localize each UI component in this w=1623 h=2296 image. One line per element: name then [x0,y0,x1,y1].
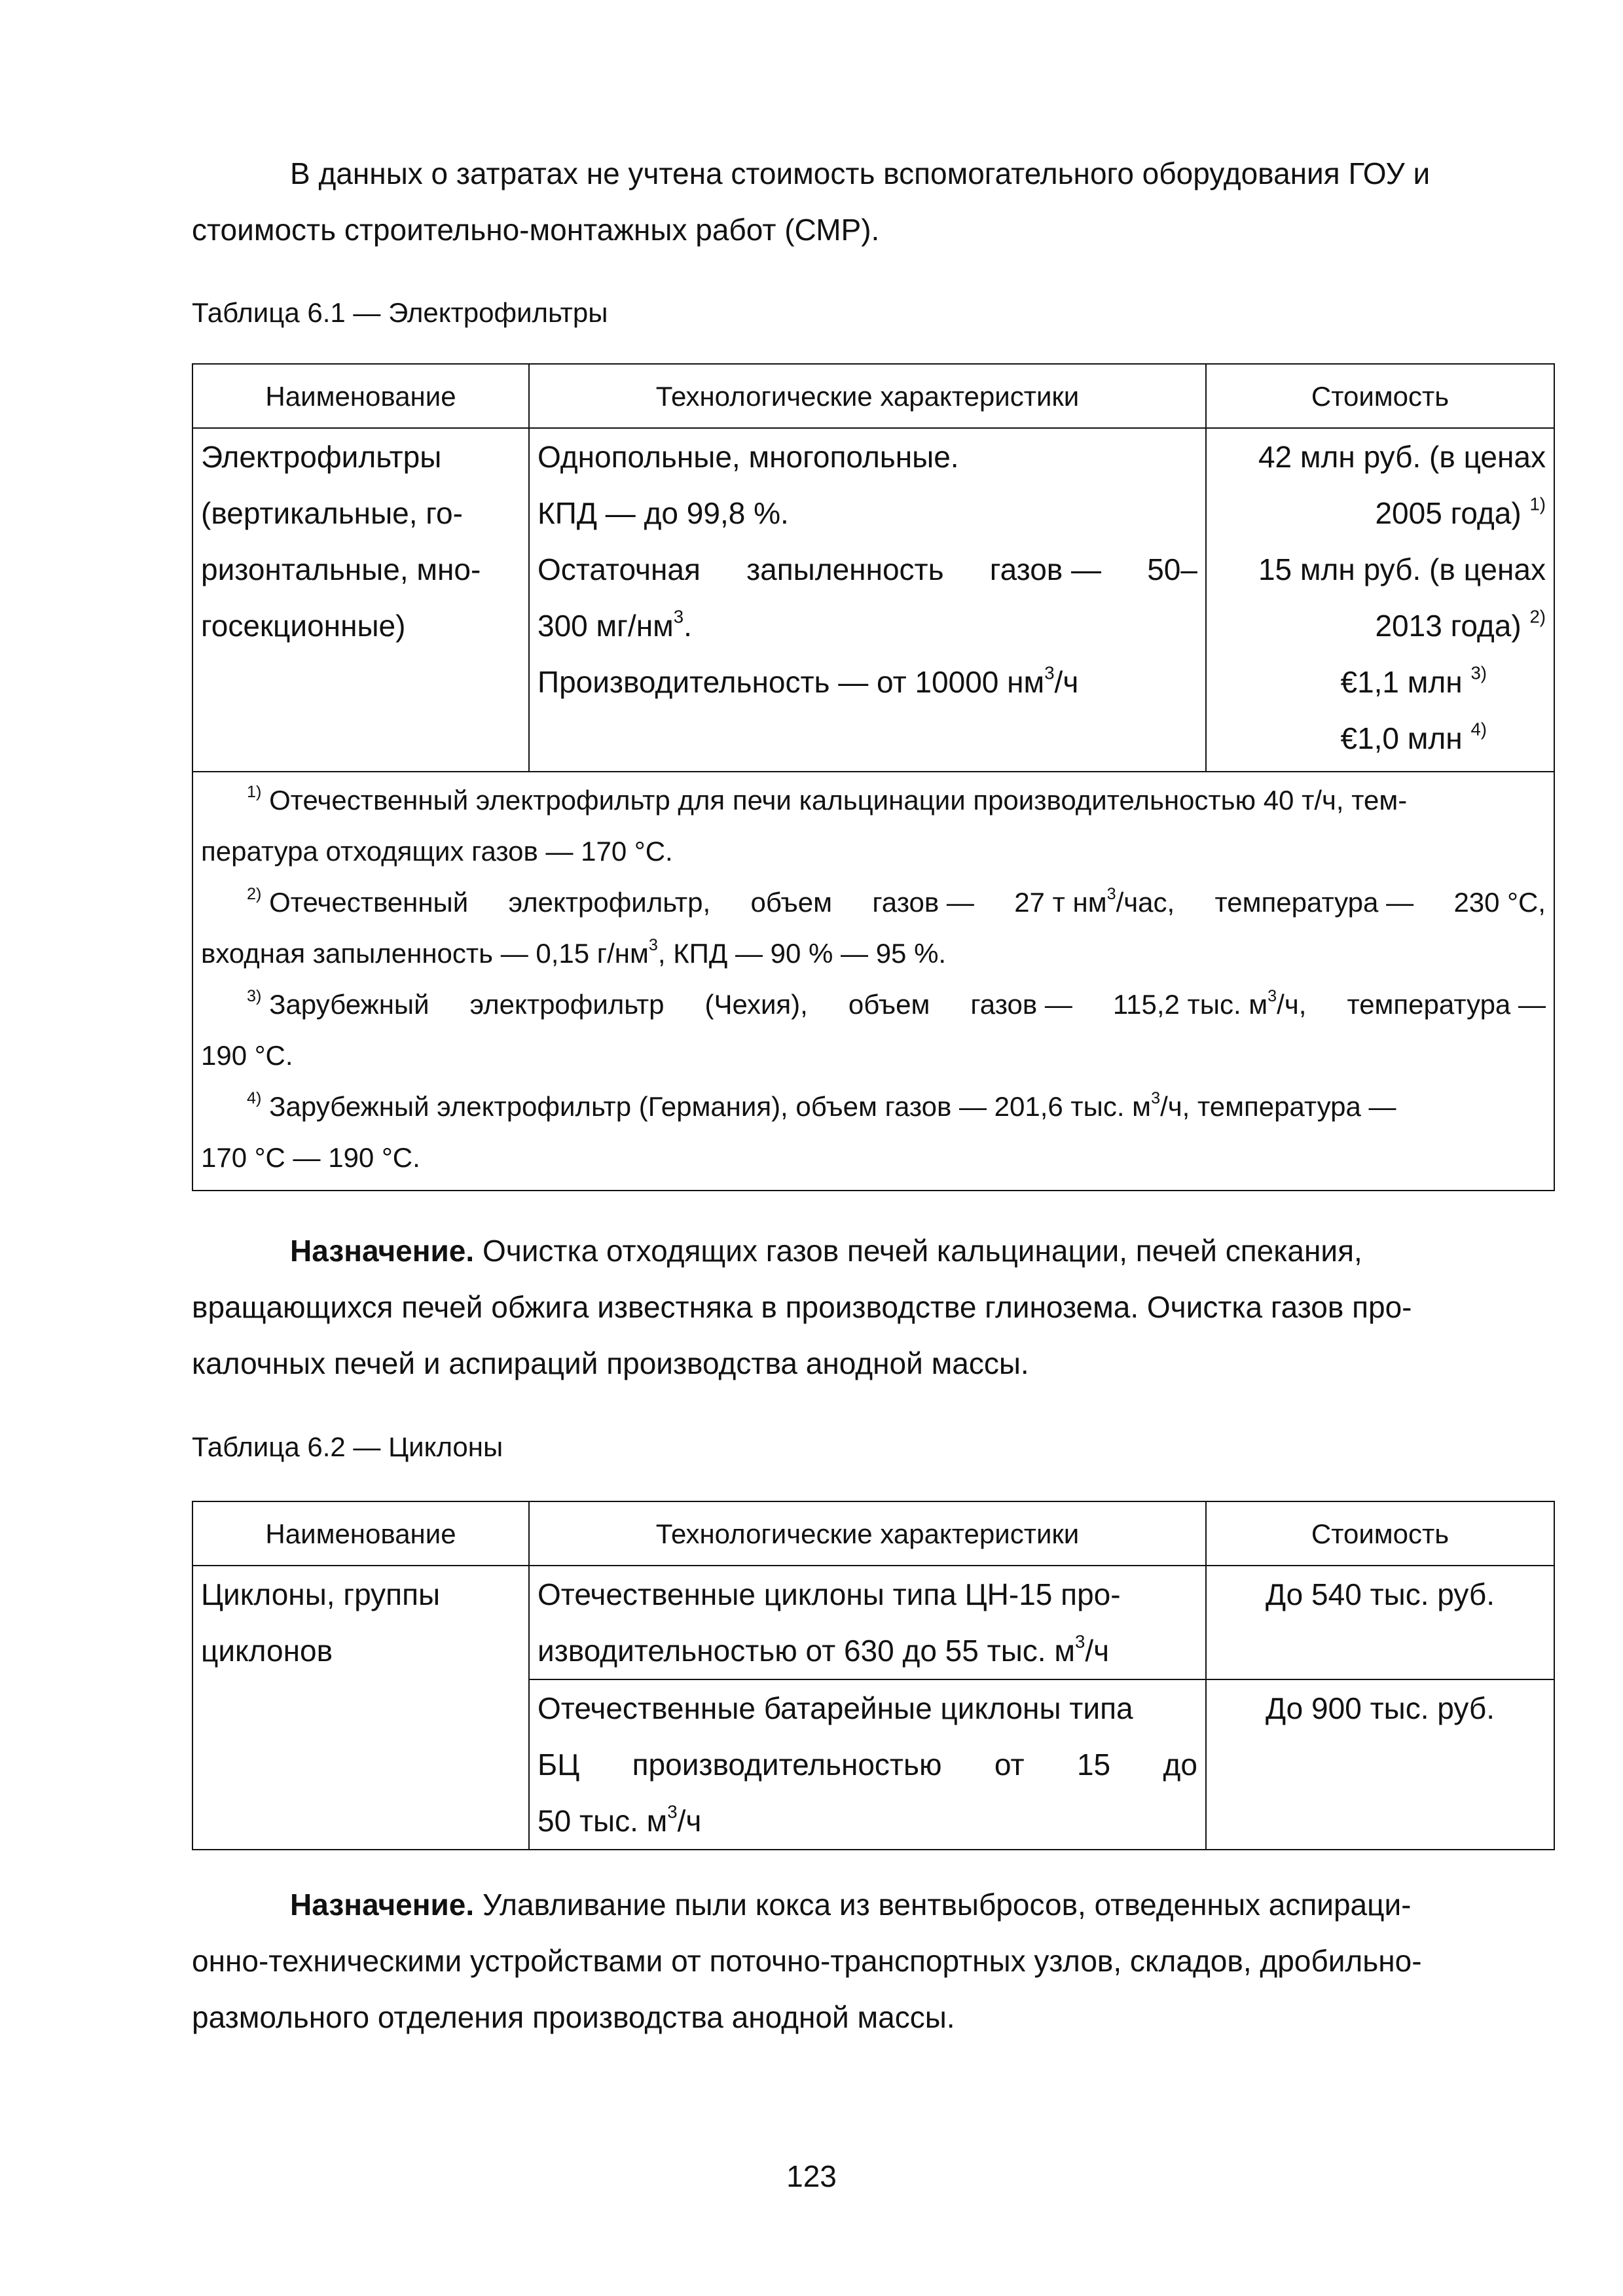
text: 115,2 тыс. м [1112,989,1268,1020]
text: онно-техническими устройствами от поточно-транспортных узлов, складов, дробильно- [192,1944,1422,1978]
table2-cost-cell: До 540 тыс. руб. [1206,1566,1554,1679]
text: . [684,609,692,643]
word [1113,979,1307,1030]
table1-cost-cell [1206,428,1554,772]
table1-name-cell [192,428,529,772]
table2-caption: Таблица 6.2 — Циклоны [192,1431,503,1462]
table1-tech-line: Однопольные, многопольные. [538,440,959,474]
table2-tech-line [538,1793,1197,1849]
word [201,877,468,928]
table1-name-line: госекционные) [201,609,406,643]
table1-header-name: Наименование [192,364,529,428]
text: €1,1 млн [1340,665,1463,699]
text: 50 тыс. м [538,1804,668,1838]
text: 300 мг/нм [538,609,674,643]
text: 2013 года) [1375,609,1522,643]
footnote-mark: 2) [247,885,262,904]
table1-cost-line [1214,654,1546,710]
word: до [1163,1748,1197,1782]
table1-header-row [192,364,1554,428]
word: температура — [1347,989,1546,1020]
text: пература отходящих газов — 170 °С. [201,836,673,867]
word: БЦ [538,1748,580,1782]
footnote-ref: 4) [1470,719,1487,740]
table1-tech-line [538,598,1197,654]
text: €1,0 млн [1340,721,1463,755]
table1-name-line: Электрофильтры [201,440,442,474]
superscript: 3 [667,1801,678,1822]
word: (Чехия), [704,989,808,1020]
text: Улавливание пыли кокса из вентвыбросов, отведенных аспираци- [482,1888,1412,1922]
table2-tech-line: Отечественные циклоны типа ЦН-15 про- [538,1577,1121,1611]
superscript: 3 [1074,1631,1085,1652]
word: электрофильтр, [508,887,711,918]
text: 27 т нм [1014,887,1107,918]
table1-name-line: (вертикальные, го- [201,496,463,530]
text: Отечественный электрофильтр для печи кальцинации производительностью 40 т/ч, тем- [269,785,1408,816]
word: 230 °С, [1453,887,1546,918]
footnote-4 [201,1081,1546,1183]
table1-cost-line [1214,598,1546,654]
table1-header-tech: Технологические характеристики [529,364,1206,428]
text: 2005 года) [1375,496,1522,530]
page-number: 123 [786,2159,837,2193]
superscript: 3 [1044,662,1055,683]
table2-name-line: циклонов [201,1634,333,1668]
footnote-ref: 3) [1470,662,1487,683]
table2-header-cost: Стоимость [1206,1501,1554,1566]
table-cyclones [192,1501,1555,1850]
footnote-2-line [201,877,1546,928]
table1-caption: Таблица 6.1 — Электрофильтры [192,297,608,328]
intro-line-1: В данных о затратах не учтена стоимость вспомогательного оборудования ГОУ и [290,156,1431,190]
table1-name-line: ризонтальные, мно- [201,552,481,586]
word: Остаточная [538,552,701,586]
table1-header-cost: Стоимость [1206,364,1554,428]
text: размольного отделения производства анодной массы. [192,2000,955,2034]
intro-line-2: стоимость строительно-монтажных работ (СМР). [192,213,880,247]
table1-tech-line [538,541,1197,598]
table1-tech-line [538,654,1197,710]
table2-row [192,1566,1554,1679]
text: /ч [1054,665,1079,699]
table2-tech-line [538,1736,1197,1793]
word: от [994,1748,1025,1782]
table2-tech-line: Отечественные батарейные циклоны типа [538,1691,1133,1725]
word: 15 [1076,1748,1111,1782]
word: 50– [1147,552,1197,586]
intro-paragraph [192,145,1554,258]
text: 170 °С — 190 °С. [201,1142,420,1173]
footnote-2-cont [201,928,1546,979]
word: объем [750,887,833,918]
footnote-ref: 2) [1529,606,1546,627]
purpose-label: Назначение. [290,1234,475,1268]
table1-tech-line: КПД — до 99,8 %. [538,496,789,530]
table2-tech-cell [529,1566,1206,1679]
text: Производительность — от 10000 нм [538,665,1045,699]
purpose-paragraph-1 [192,1223,1554,1391]
table2-header-name: Наименование [192,1501,529,1566]
word: объем [848,989,930,1020]
word [1014,877,1175,928]
table2-tech-line [538,1623,1197,1679]
text: изводительностью от 630 до 55 тыс. м [538,1634,1075,1668]
footnote-1 [201,775,1546,877]
table1-cost-line [1214,485,1546,541]
text: /ч, [1277,989,1307,1020]
purpose-paragraph-2 [192,1876,1554,2045]
table2-name-cell [192,1566,529,1850]
purpose-label: Назначение. [290,1888,475,1922]
superscript: 3 [1106,885,1116,904]
table1-row [192,428,1554,772]
footnote-mark: 1) [247,783,262,802]
text: Зарубежный электрофильтр (Германия), объем газов — 201,6 тыс. м [269,1091,1152,1122]
word [201,979,429,1030]
table2-cost-cell: До 900 тыс. руб. [1206,1679,1554,1850]
text: Зарубежный [269,989,429,1020]
word: запыленность [746,552,944,586]
superscript: 3 [1151,1089,1161,1108]
word: температура — [1214,887,1414,918]
table-electrofilters [192,363,1555,1191]
text: калочных печей и аспираций производства анодной массы. [192,1346,1029,1380]
footnote-3-line [201,979,1546,1030]
table1-notes-cell [192,772,1554,1191]
table2-name-line: Циклоны, группы [201,1577,441,1611]
footnote-3-cont: 190 °С. [201,1040,293,1071]
superscript: 3 [673,606,684,627]
table2-header-tech: Технологические характеристики [529,1501,1206,1566]
table1-cost-line: 42 млн руб. (в ценах [1258,440,1546,474]
text: Отечественный [269,887,469,918]
text: входная запыленность — 0,15 г/нм [201,938,649,969]
superscript: 3 [1267,987,1277,1006]
text: Очистка отходящих газов печей кальцинации, печей спекания, [482,1234,1362,1268]
table1-cost-line [1214,710,1546,766]
text: /ч [677,1804,702,1838]
footnote-mark: 4) [247,1089,262,1108]
superscript: 3 [648,936,658,955]
text: вращающихся печей обжига известняка в производстве глинозема. Очистка газов про- [192,1290,1412,1324]
word: газов — [989,552,1102,586]
text: , КПД — 90 % — 95 %. [657,938,947,969]
word: газов — [872,887,974,918]
text: /ч, температура — [1160,1091,1396,1122]
footnote-ref: 1) [1529,493,1546,514]
text: /ч [1085,1634,1110,1668]
table1-notes-row [192,772,1554,1191]
word: производительностью [632,1748,942,1782]
word: газов — [970,989,1072,1020]
table2-header-row [192,1501,1554,1566]
table1-cost-line: 15 млн руб. (в ценах [1258,552,1546,586]
word: электрофильтр [469,989,665,1020]
table1-tech-cell [529,428,1206,772]
table2-tech-cell [529,1679,1206,1850]
footnote-mark: 3) [247,987,262,1006]
text: /час, [1116,887,1175,918]
